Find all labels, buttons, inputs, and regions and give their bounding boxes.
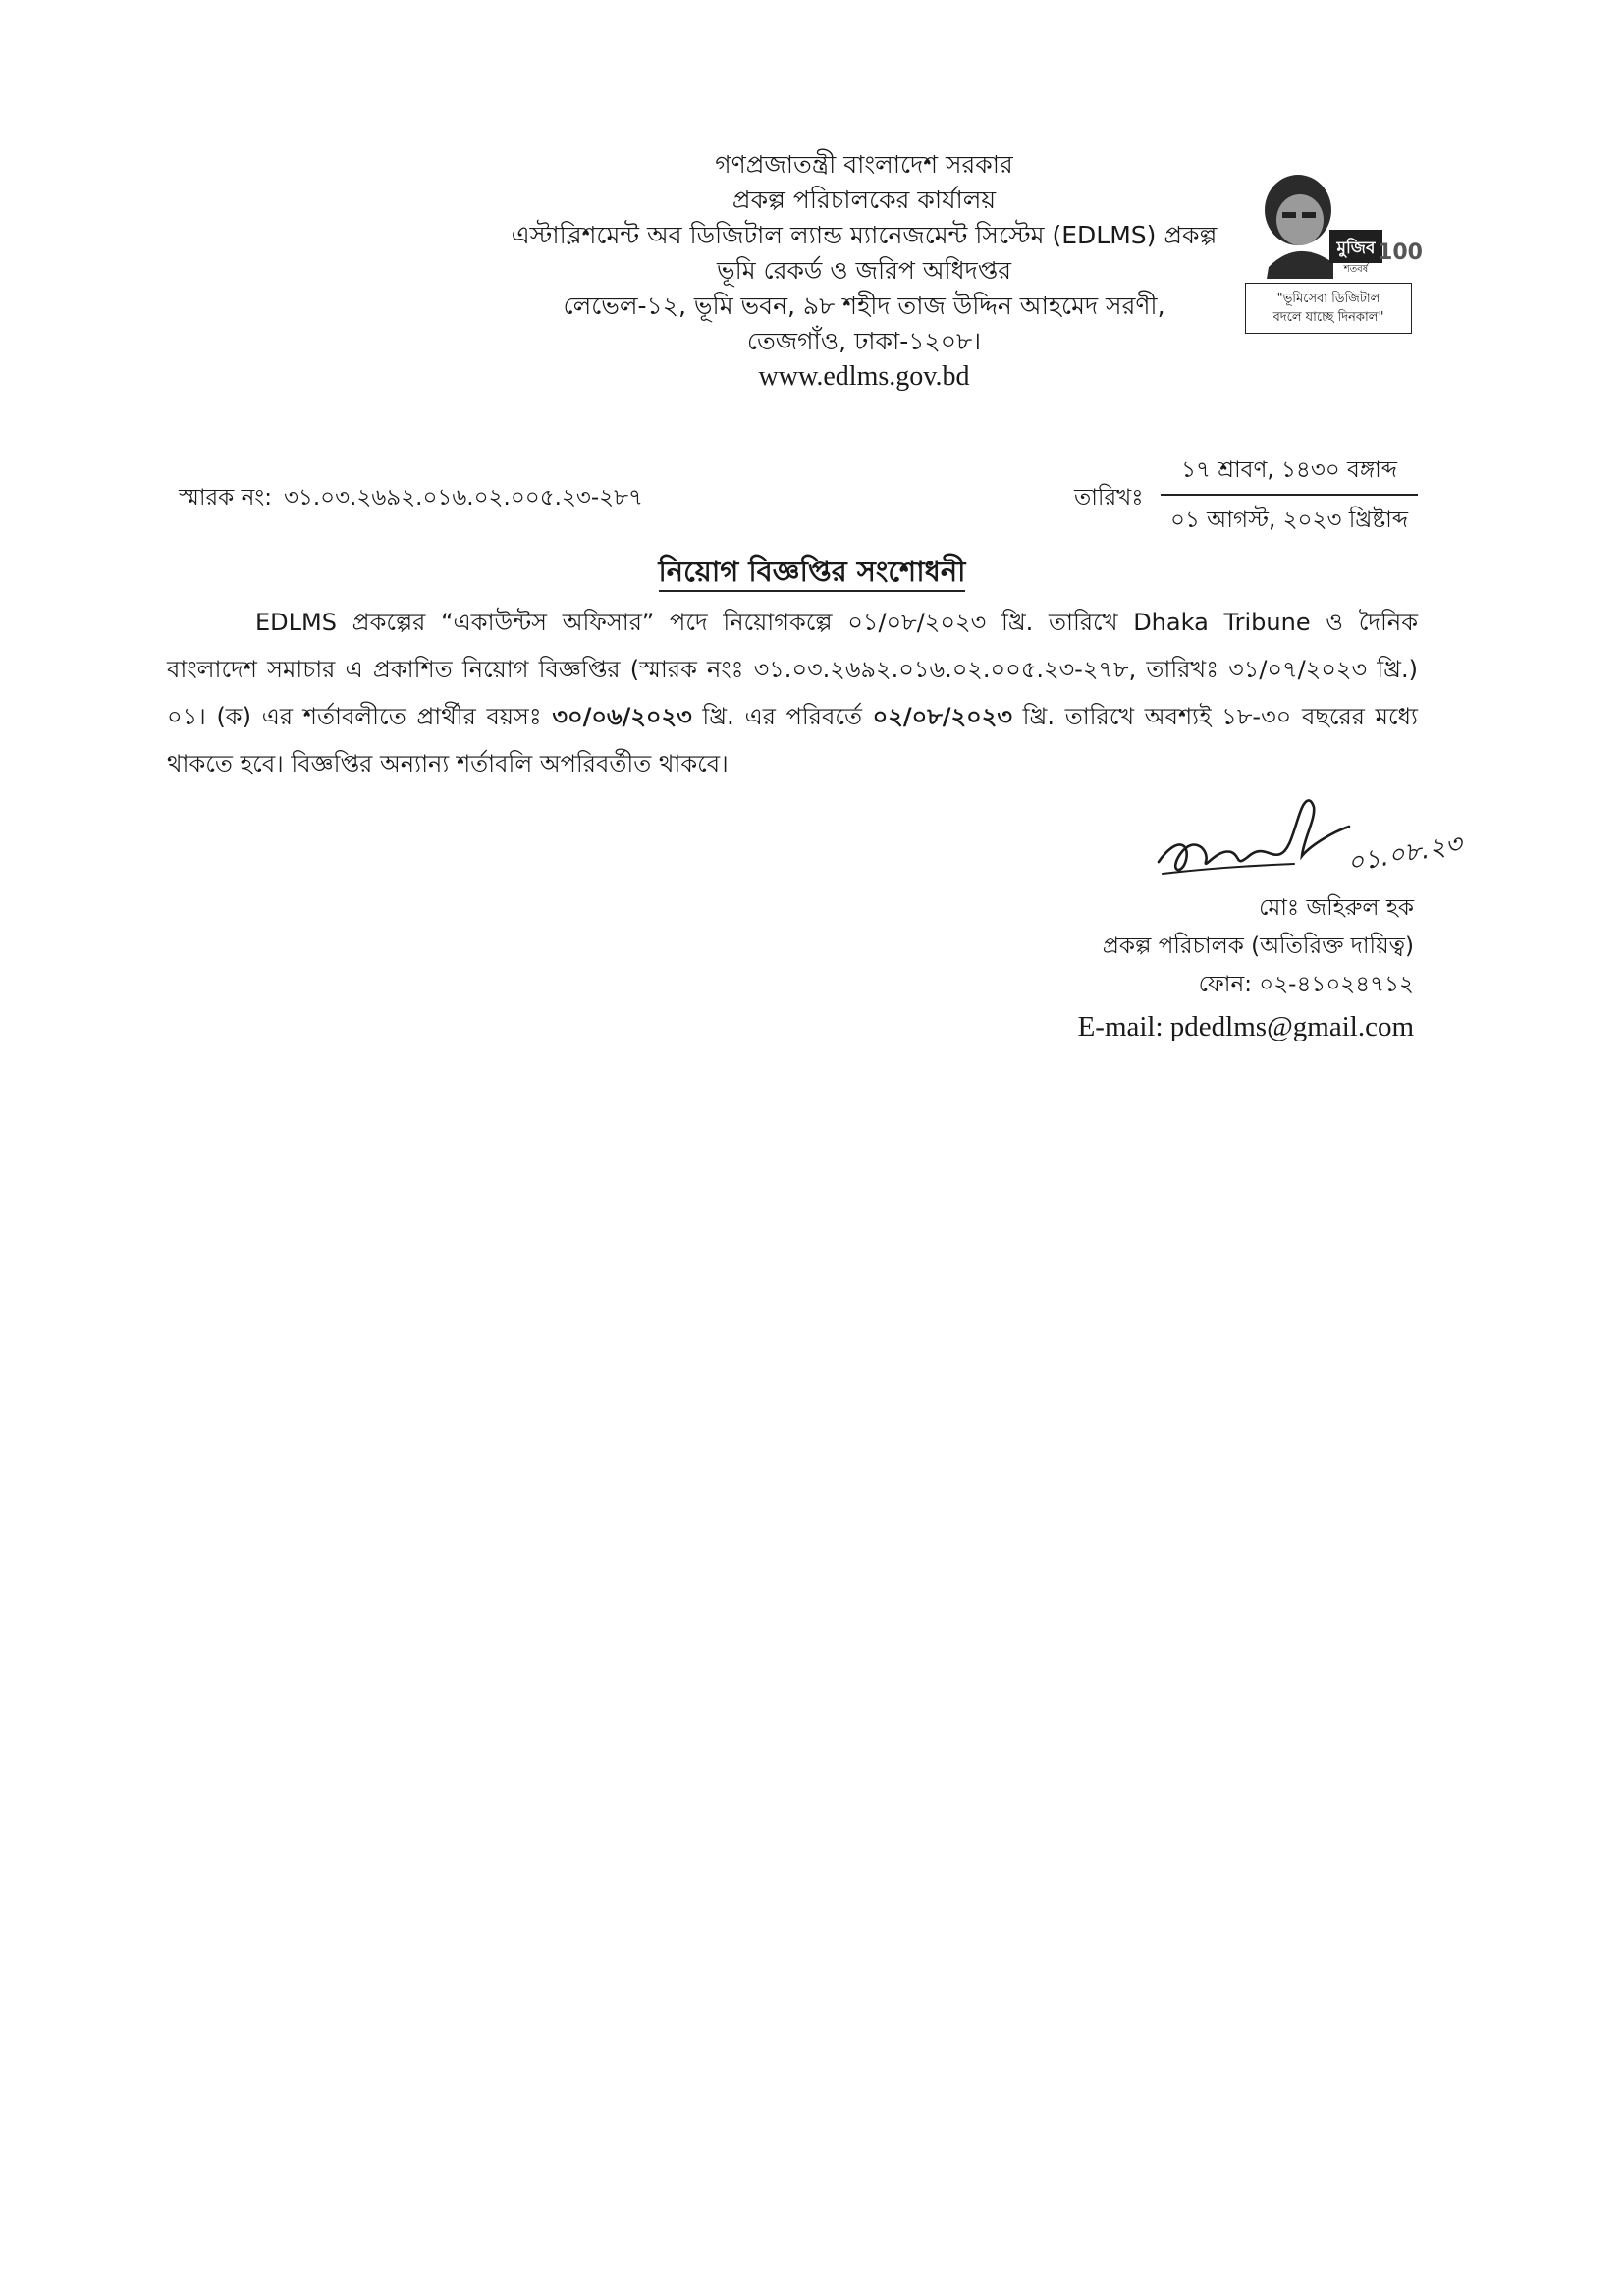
- memo-label: স্মারক নং:: [179, 485, 272, 510]
- memo-value: ৩১.০৩.২৬৯২.০১৬.০২.০০৫.২৩-২৮৭: [283, 485, 644, 510]
- project-name: এস্টাব্লিশমেন্ট অব ডিজিটাল ল্যান্ড ম্যানেজমেন্ট সিস্টেম (EDLMS) প্রকল্প: [511, 221, 1218, 249]
- signatory-block: [1078, 889, 1414, 1049]
- slogan-line-2: বদলে যাচ্ছে দিনকাল": [1272, 310, 1384, 325]
- new-date: ০২/০৮/২০২৩: [872, 703, 1012, 730]
- signatory-email[interactable]: E-mail: pdedlms@gmail.com: [1077, 1011, 1414, 1042]
- emblem-text: মুজিব: [1336, 239, 1376, 258]
- signatory-designation: প্রকল্প পরিচালক (অতিরিক্ত দায়িত্ব): [1102, 934, 1414, 959]
- signature-icon: [1147, 777, 1465, 893]
- signature-date: ০১.০৮.২৩: [1345, 828, 1465, 879]
- date-label: তারিখঃ: [1074, 485, 1144, 510]
- office-name: প্রকল্প পরিচালকের কার্যালয়: [731, 186, 997, 214]
- body-part-2: খ্রি. এর পরিবর্তে: [691, 703, 873, 730]
- department-name: ভূমি রেকর্ড ও জরিপ অধিদপ্তর: [716, 256, 1012, 285]
- letterhead: [373, 147, 1355, 395]
- subject-text: নিয়োগ বিজ্ঞপ্তির সংশোধনী: [659, 555, 966, 592]
- address-line-2: তেজগাঁও, ঢাকা-১২০৮।: [746, 327, 982, 355]
- notice-body: [167, 599, 1418, 787]
- website: www.edlms.gov.bd: [758, 361, 970, 392]
- government-name: গণপ্রজাতন্ত্রী বাংলাদেশ সরকার: [715, 150, 1013, 179]
- emblem-subtext: শতবর্ষ: [1343, 264, 1369, 275]
- memo-number: [179, 479, 643, 517]
- signatory-name: মোঃ জহিরুল হক: [1259, 895, 1414, 921]
- slogan-box: [1245, 283, 1412, 334]
- body-paragraph: [167, 599, 1418, 787]
- body-part-1: EDLMS প্রকল্পের “একাউন্টস অফিসার” পদে নিয়োগকল্পে ০১/০৮/২০২৩ খ্রি. তারিখে Dhaka Tribune ও দৈনিক বাংলাদেশ সমাচার এ প্রকাশিত নিয়োগ বিজ্ঞপ্তির (স্মারক নংঃ ৩১.০৩.২৬৯২.০১৬.০২.০০৫.২৩-২৭৮, তারিখঃ ৩১/০৭/২০২৩ খ্রি.) ০১। (ক) এর শর্তাবলীতে প্রার্থীর বয়সঃ: [167, 609, 1418, 730]
- old-date: ৩০/০৬/২০২৩: [552, 703, 692, 730]
- portrait-emblem-icon: [1239, 169, 1423, 279]
- subject-title: [0, 550, 1624, 598]
- body-part-3: খ্রি. তারিখে অবশ্যই ১৮-৩০ বছরের মধ্যে থাকতে হবে। বিজ্ঞপ্তির অন্যান্য শর্তাবলি অপরিবর্তীত থাকবে।: [167, 703, 1418, 777]
- emblem-number: 100: [1378, 240, 1423, 265]
- slogan-line-1: "ভূমিসেবা ডিজিটাল: [1276, 292, 1380, 306]
- mujib-borsho-logo: [1239, 169, 1423, 336]
- signatory-phone: ফোন: ০২-৪১০২৪৭১২: [1198, 972, 1414, 997]
- date-block: [1161, 452, 1418, 540]
- address-line-1: লেভেল-১২, ভূমি ভবন, ৯৮ শহীদ তাজ উদ্দিন আহমেদ সরণী,: [563, 292, 1165, 320]
- date-gregorian: ০১ আগস্ট, ২০২৩ খ্রিষ্টাব্দ: [1169, 507, 1409, 533]
- date-bangla: ১৭ শ্রাবণ, ১৪৩০ বঙ্গাব্দ: [1181, 457, 1397, 483]
